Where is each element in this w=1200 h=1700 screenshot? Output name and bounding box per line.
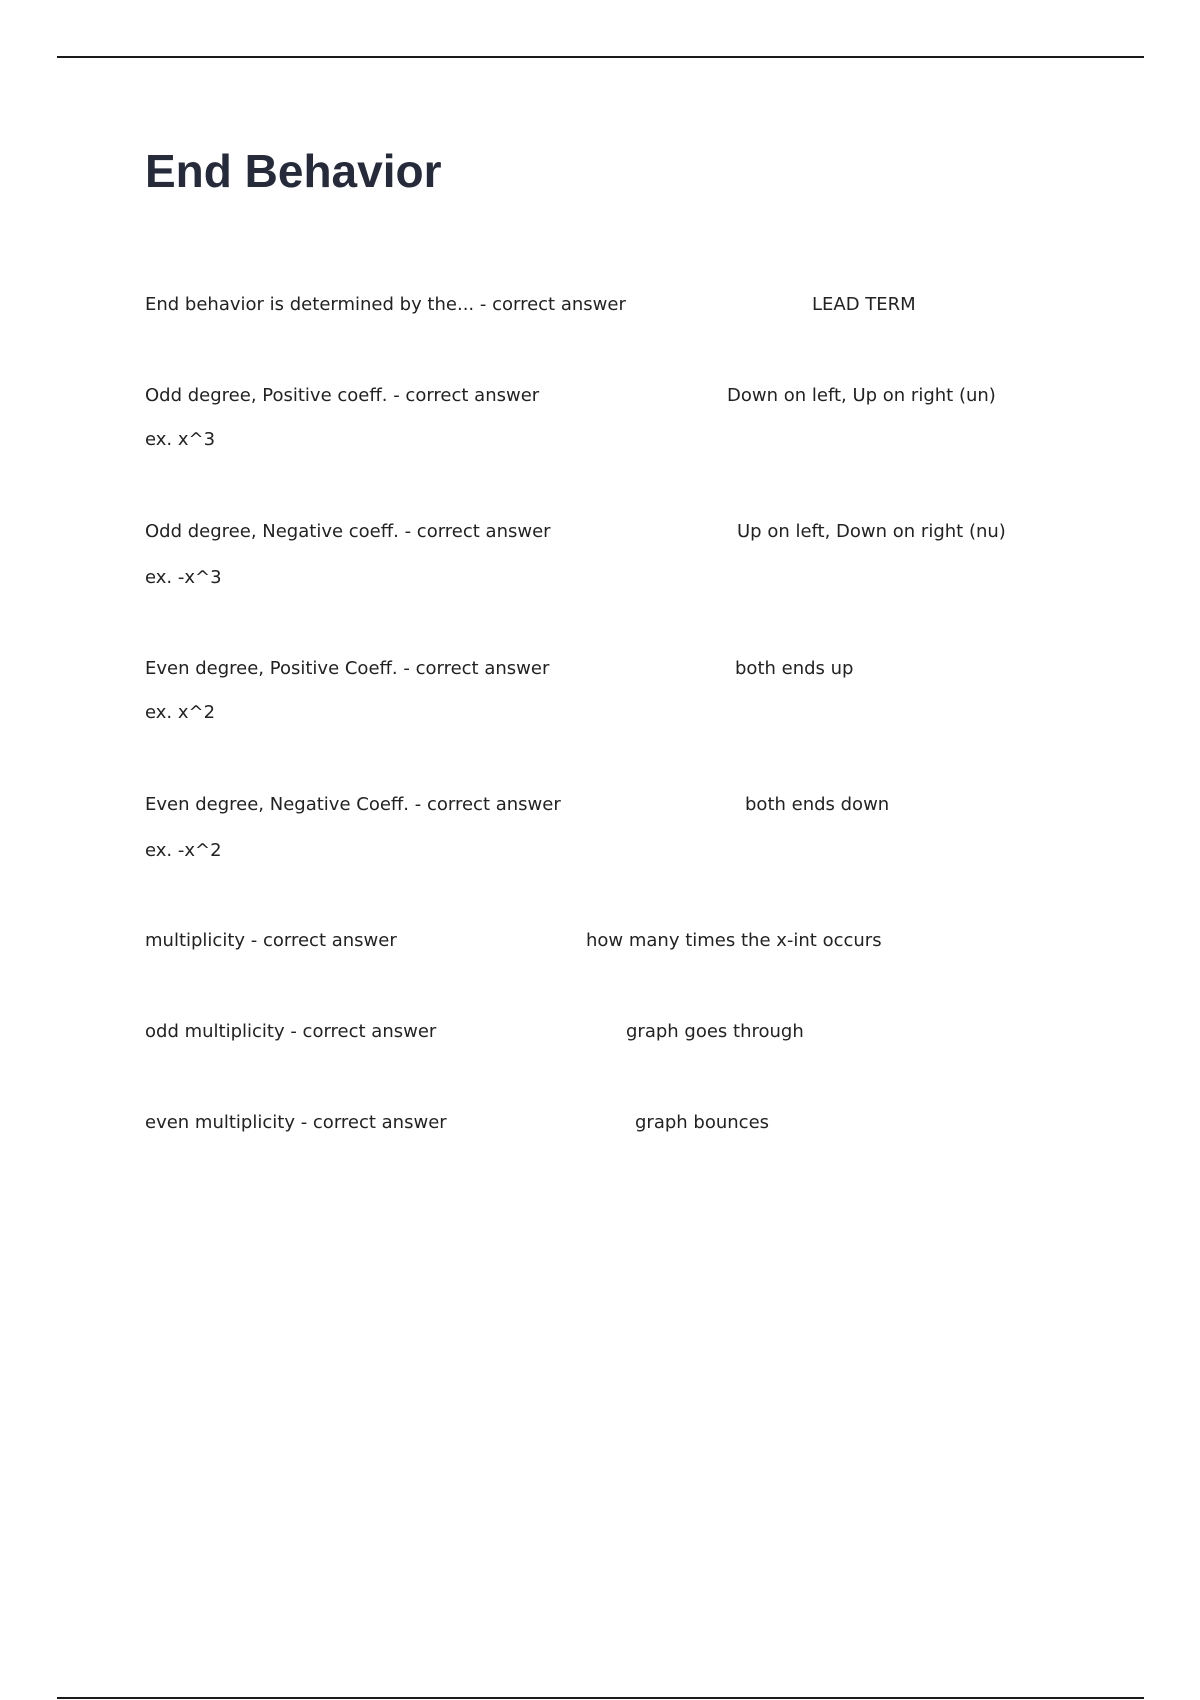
page-title: End Behavior xyxy=(145,145,442,197)
card-answer: both ends up xyxy=(735,658,854,679)
card-term: Even degree, Positive Coeff. - correct answer xyxy=(145,658,550,679)
card-example: ex. -x^3 xyxy=(145,567,222,588)
card-term: End behavior is determined by the... - correct answer xyxy=(145,294,626,315)
card-answer: graph goes through xyxy=(626,1021,804,1042)
card-term: Odd degree, Positive coeff. - correct answer xyxy=(145,385,540,406)
flashcard-list xyxy=(145,0,1145,1700)
card-answer: how many times the x-int occurs xyxy=(586,930,882,951)
card-term: even multiplicity - correct answer xyxy=(145,1112,447,1133)
card-answer: Up on left, Down on right (nu) xyxy=(737,521,1006,542)
card-term: multiplicity - correct answer xyxy=(145,930,397,951)
card-answer: both ends down xyxy=(745,794,890,815)
card-answer: graph bounces xyxy=(635,1112,770,1133)
card-answer: Down on left, Up on right (un) xyxy=(727,385,996,406)
card-example: ex. x^3 xyxy=(145,429,216,450)
card-answer: LEAD TERM xyxy=(812,294,916,315)
card-term: Even degree, Negative Coeff. - correct answer xyxy=(145,794,561,815)
card-term: Odd degree, Negative coeff. - correct answer xyxy=(145,521,551,542)
card-example: ex. x^2 xyxy=(145,702,216,723)
bottom-rule xyxy=(57,1697,1144,1699)
card-term: odd multiplicity - correct answer xyxy=(145,1021,437,1042)
card-example: ex. -x^2 xyxy=(145,840,222,861)
